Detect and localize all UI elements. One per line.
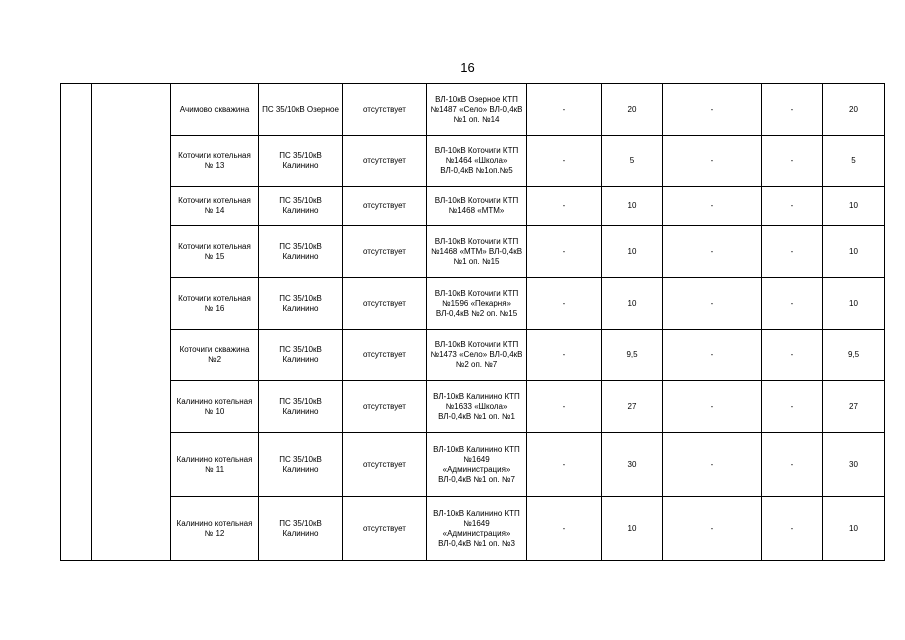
object-cell: Калинино котельная № 11 xyxy=(171,433,259,497)
table-row xyxy=(61,84,885,136)
value-cell-4: - xyxy=(762,84,823,136)
value-cell-3: - xyxy=(663,136,762,187)
substation-cell: ПС 35/10кВ Калинино xyxy=(259,278,343,330)
table-row xyxy=(61,433,885,497)
line-cell: ВЛ-10кВ Коточиги КТП №1473 «Село» ВЛ-0,4кВ №2 оп. №7 xyxy=(427,330,527,381)
table-row xyxy=(61,381,885,433)
value-cell-5: 27 xyxy=(823,381,885,433)
value-cell-3: - xyxy=(663,278,762,330)
value-cell-3: - xyxy=(663,187,762,226)
value-cell-2: 10 xyxy=(602,226,663,278)
status-cell: отсутствует xyxy=(343,497,427,561)
status-cell: отсутствует xyxy=(343,226,427,278)
value-cell-4: - xyxy=(762,187,823,226)
value-cell-2: 10 xyxy=(602,278,663,330)
substation-cell: ПС 35/10кВ Калинино xyxy=(259,226,343,278)
value-cell-5: 10 xyxy=(823,278,885,330)
value-cell-2: 9,5 xyxy=(602,330,663,381)
substation-cell: ПС 35/10кВ Калинино xyxy=(259,330,343,381)
value-cell-1: - xyxy=(527,84,602,136)
value-cell-2: 20 xyxy=(602,84,663,136)
line-cell: ВЛ-10кВ Коточиги КТП №1596 «Пекарня» ВЛ-0,4кВ №2 оп. №15 xyxy=(427,278,527,330)
value-cell-4: - xyxy=(762,226,823,278)
object-cell: Калинино котельная № 12 xyxy=(171,497,259,561)
table-row xyxy=(61,226,885,278)
value-cell-2: 30 xyxy=(602,433,663,497)
object-cell: Коточиги котельная № 16 xyxy=(171,278,259,330)
value-cell-1: - xyxy=(527,433,602,497)
value-cell-1: - xyxy=(527,187,602,226)
value-cell-4: - xyxy=(762,136,823,187)
substation-cell: ПС 35/10кВ Калинино xyxy=(259,136,343,187)
status-cell: отсутствует xyxy=(343,330,427,381)
substation-cell: ПС 35/10кВ Калинино xyxy=(259,381,343,433)
blank-merged-cell-1 xyxy=(61,84,92,561)
page-number: 16 xyxy=(460,60,475,75)
status-cell: отсутствует xyxy=(343,84,427,136)
table-row xyxy=(61,278,885,330)
value-cell-2: 5 xyxy=(602,136,663,187)
line-cell: ВЛ-10кВ Коточиги КТП №1468 «МТМ» ВЛ-0,4кВ №1 оп. №15 xyxy=(427,226,527,278)
value-cell-3: - xyxy=(663,330,762,381)
substation-cell: ПС 35/10кВ Калинино xyxy=(259,187,343,226)
line-cell: ВЛ-10кВ Коточиги КТП №1464 «Школа» ВЛ-0,4кВ №1оп.№5 xyxy=(427,136,527,187)
object-cell: Коточиги котельная № 15 xyxy=(171,226,259,278)
status-cell: отсутствует xyxy=(343,278,427,330)
value-cell-1: - xyxy=(527,381,602,433)
value-cell-3: - xyxy=(663,226,762,278)
object-cell: Коточиги котельная № 14 xyxy=(171,187,259,226)
value-cell-3: - xyxy=(663,381,762,433)
substation-cell: ПС 35/10кВ Калинино xyxy=(259,497,343,561)
value-cell-1: - xyxy=(527,226,602,278)
line-cell: ВЛ-10кВ Калинино КТП №1649 «Администрация» ВЛ-0,4кВ №1 оп. №7 xyxy=(427,433,527,497)
value-cell-5: 30 xyxy=(823,433,885,497)
value-cell-2: 10 xyxy=(602,497,663,561)
object-cell: Калинино котельная № 10 xyxy=(171,381,259,433)
status-cell: отсутствует xyxy=(343,136,427,187)
object-cell: Ачимово скважина xyxy=(171,84,259,136)
table-row xyxy=(61,187,885,226)
value-cell-5: 5 xyxy=(823,136,885,187)
table-row xyxy=(61,330,885,381)
value-cell-5: 10 xyxy=(823,497,885,561)
value-cell-4: - xyxy=(762,330,823,381)
substation-cell: ПС 35/10кВ Калинино xyxy=(259,433,343,497)
data-table xyxy=(60,83,885,561)
value-cell-4: - xyxy=(762,381,823,433)
value-cell-2: 10 xyxy=(602,187,663,226)
value-cell-4: - xyxy=(762,278,823,330)
object-cell: Коточиги скважина №2 xyxy=(171,330,259,381)
table-row xyxy=(61,136,885,187)
line-cell: ВЛ-10кВ Коточиги КТП №1468 «МТМ» xyxy=(427,187,527,226)
value-cell-1: - xyxy=(527,278,602,330)
value-cell-4: - xyxy=(762,433,823,497)
value-cell-3: - xyxy=(663,433,762,497)
status-cell: отсутствует xyxy=(343,381,427,433)
value-cell-5: 20 xyxy=(823,84,885,136)
value-cell-5: 10 xyxy=(823,226,885,278)
status-cell: отсутствует xyxy=(343,433,427,497)
substation-cell: ПС 35/10кВ Озерное xyxy=(259,84,343,136)
status-cell: отсутствует xyxy=(343,187,427,226)
value-cell-3: - xyxy=(663,84,762,136)
table-row xyxy=(61,497,885,561)
value-cell-5: 10 xyxy=(823,187,885,226)
line-cell: ВЛ-10кВ Калинино КТП №1633 «Школа» ВЛ-0,4кВ №1 оп. №1 xyxy=(427,381,527,433)
value-cell-2: 27 xyxy=(602,381,663,433)
value-cell-1: - xyxy=(527,330,602,381)
line-cell: ВЛ-10кВ Озерное КТП №1487 «Село» ВЛ-0,4кВ №1 оп. №14 xyxy=(427,84,527,136)
value-cell-3: - xyxy=(663,497,762,561)
object-cell: Коточиги котельная № 13 xyxy=(171,136,259,187)
value-cell-4: - xyxy=(762,497,823,561)
line-cell: ВЛ-10кВ Калинино КТП №1649 «Администрация» ВЛ-0,4кВ №1 оп. №3 xyxy=(427,497,527,561)
blank-merged-cell-2 xyxy=(92,84,171,561)
value-cell-1: - xyxy=(527,136,602,187)
value-cell-1: - xyxy=(527,497,602,561)
value-cell-5: 9,5 xyxy=(823,330,885,381)
